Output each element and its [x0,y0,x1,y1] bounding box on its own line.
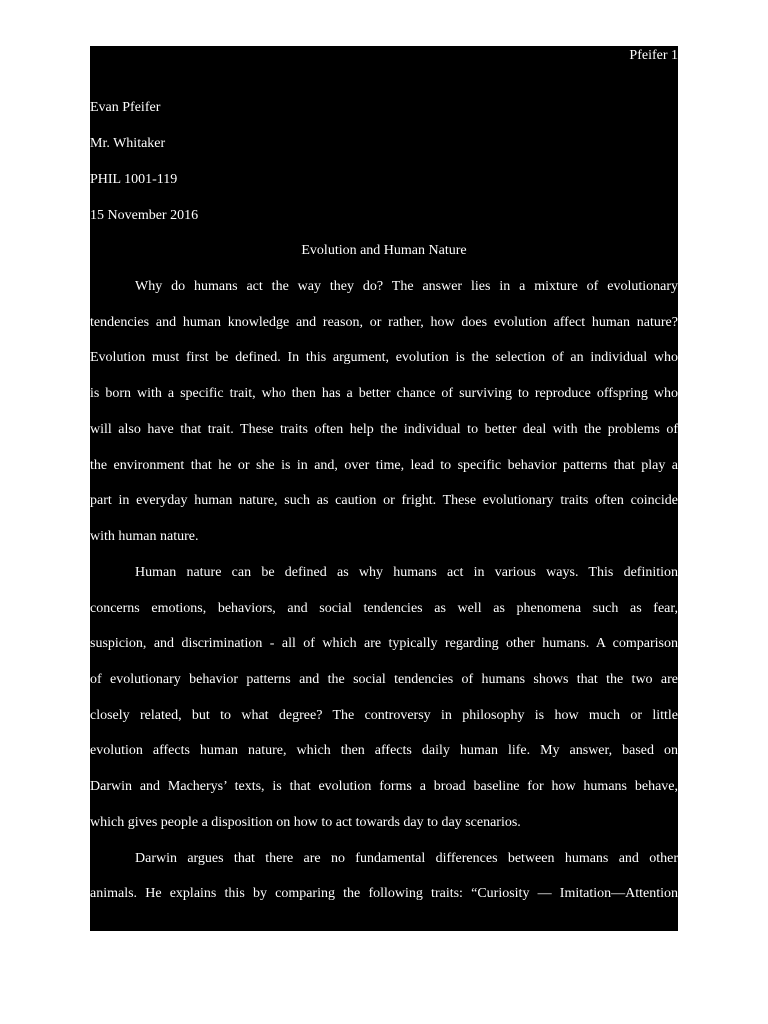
body-line: Why do humans act the way they do? The answer lies in a mixture of evolutionary [135,279,678,294]
body-line: evolution affects human nature, which then affects daily human life. My answer, based on [90,743,678,758]
course-code: PHIL 1001-119 [90,172,178,187]
body-line: Evolution must first be defined. In this argument, evolution is the selection of an individual who [90,350,678,365]
body-line: with human nature. [90,529,199,544]
body-line: part in everyday human nature, such as caution or fright. These evolutionary traits often coincide [90,493,678,508]
body-line: Human nature can be defined as why humans act in various ways. This definition [135,565,678,580]
author-name: Evan Pfeifer [90,100,161,115]
document-page [90,46,678,931]
body-line: tendencies and human knowledge and reason, or rather, how does evolution affect human nature? [90,315,678,330]
date: 15 November 2016 [90,208,199,223]
body-line: is born with a specific trait, who then has a better chance of surviving to reproduce offspring who [90,386,678,401]
instructor-name: Mr. Whitaker [90,136,166,151]
essay-title: Evolution and Human Nature [301,243,467,258]
body-line: suspicion, and discrimination - all of which are typically regarding other humans. A comparison [90,636,678,651]
running-head: Pfeifer 1 [629,48,678,63]
body-line: will also have that trait. These traits often help the individual to better deal with the problems of [90,422,678,437]
body-line: the environment that he or she is in and, over time, lead to specific behavior patterns that play a [90,458,678,473]
body-line: Darwin and Macherys’ texts, is that evolution forms a broad baseline for how humans behave, [90,779,678,794]
body-line: animals. He explains this by comparing the following traits: “Curiosity — Imitation—Attention [90,886,678,901]
body-line: Darwin argues that there are no fundamental differences between humans and other [135,851,678,866]
body-line: which gives people a disposition on how to act towards day to day scenarios. [90,815,521,830]
body-line: closely related, but to what degree? The controversy in philosophy is how much or little [90,708,678,723]
body-line: of evolutionary behavior patterns and the social tendencies of humans shows that the two are [90,672,678,687]
body-line: concerns emotions, behaviors, and social tendencies as well as phenomena such as fear, [90,601,678,616]
